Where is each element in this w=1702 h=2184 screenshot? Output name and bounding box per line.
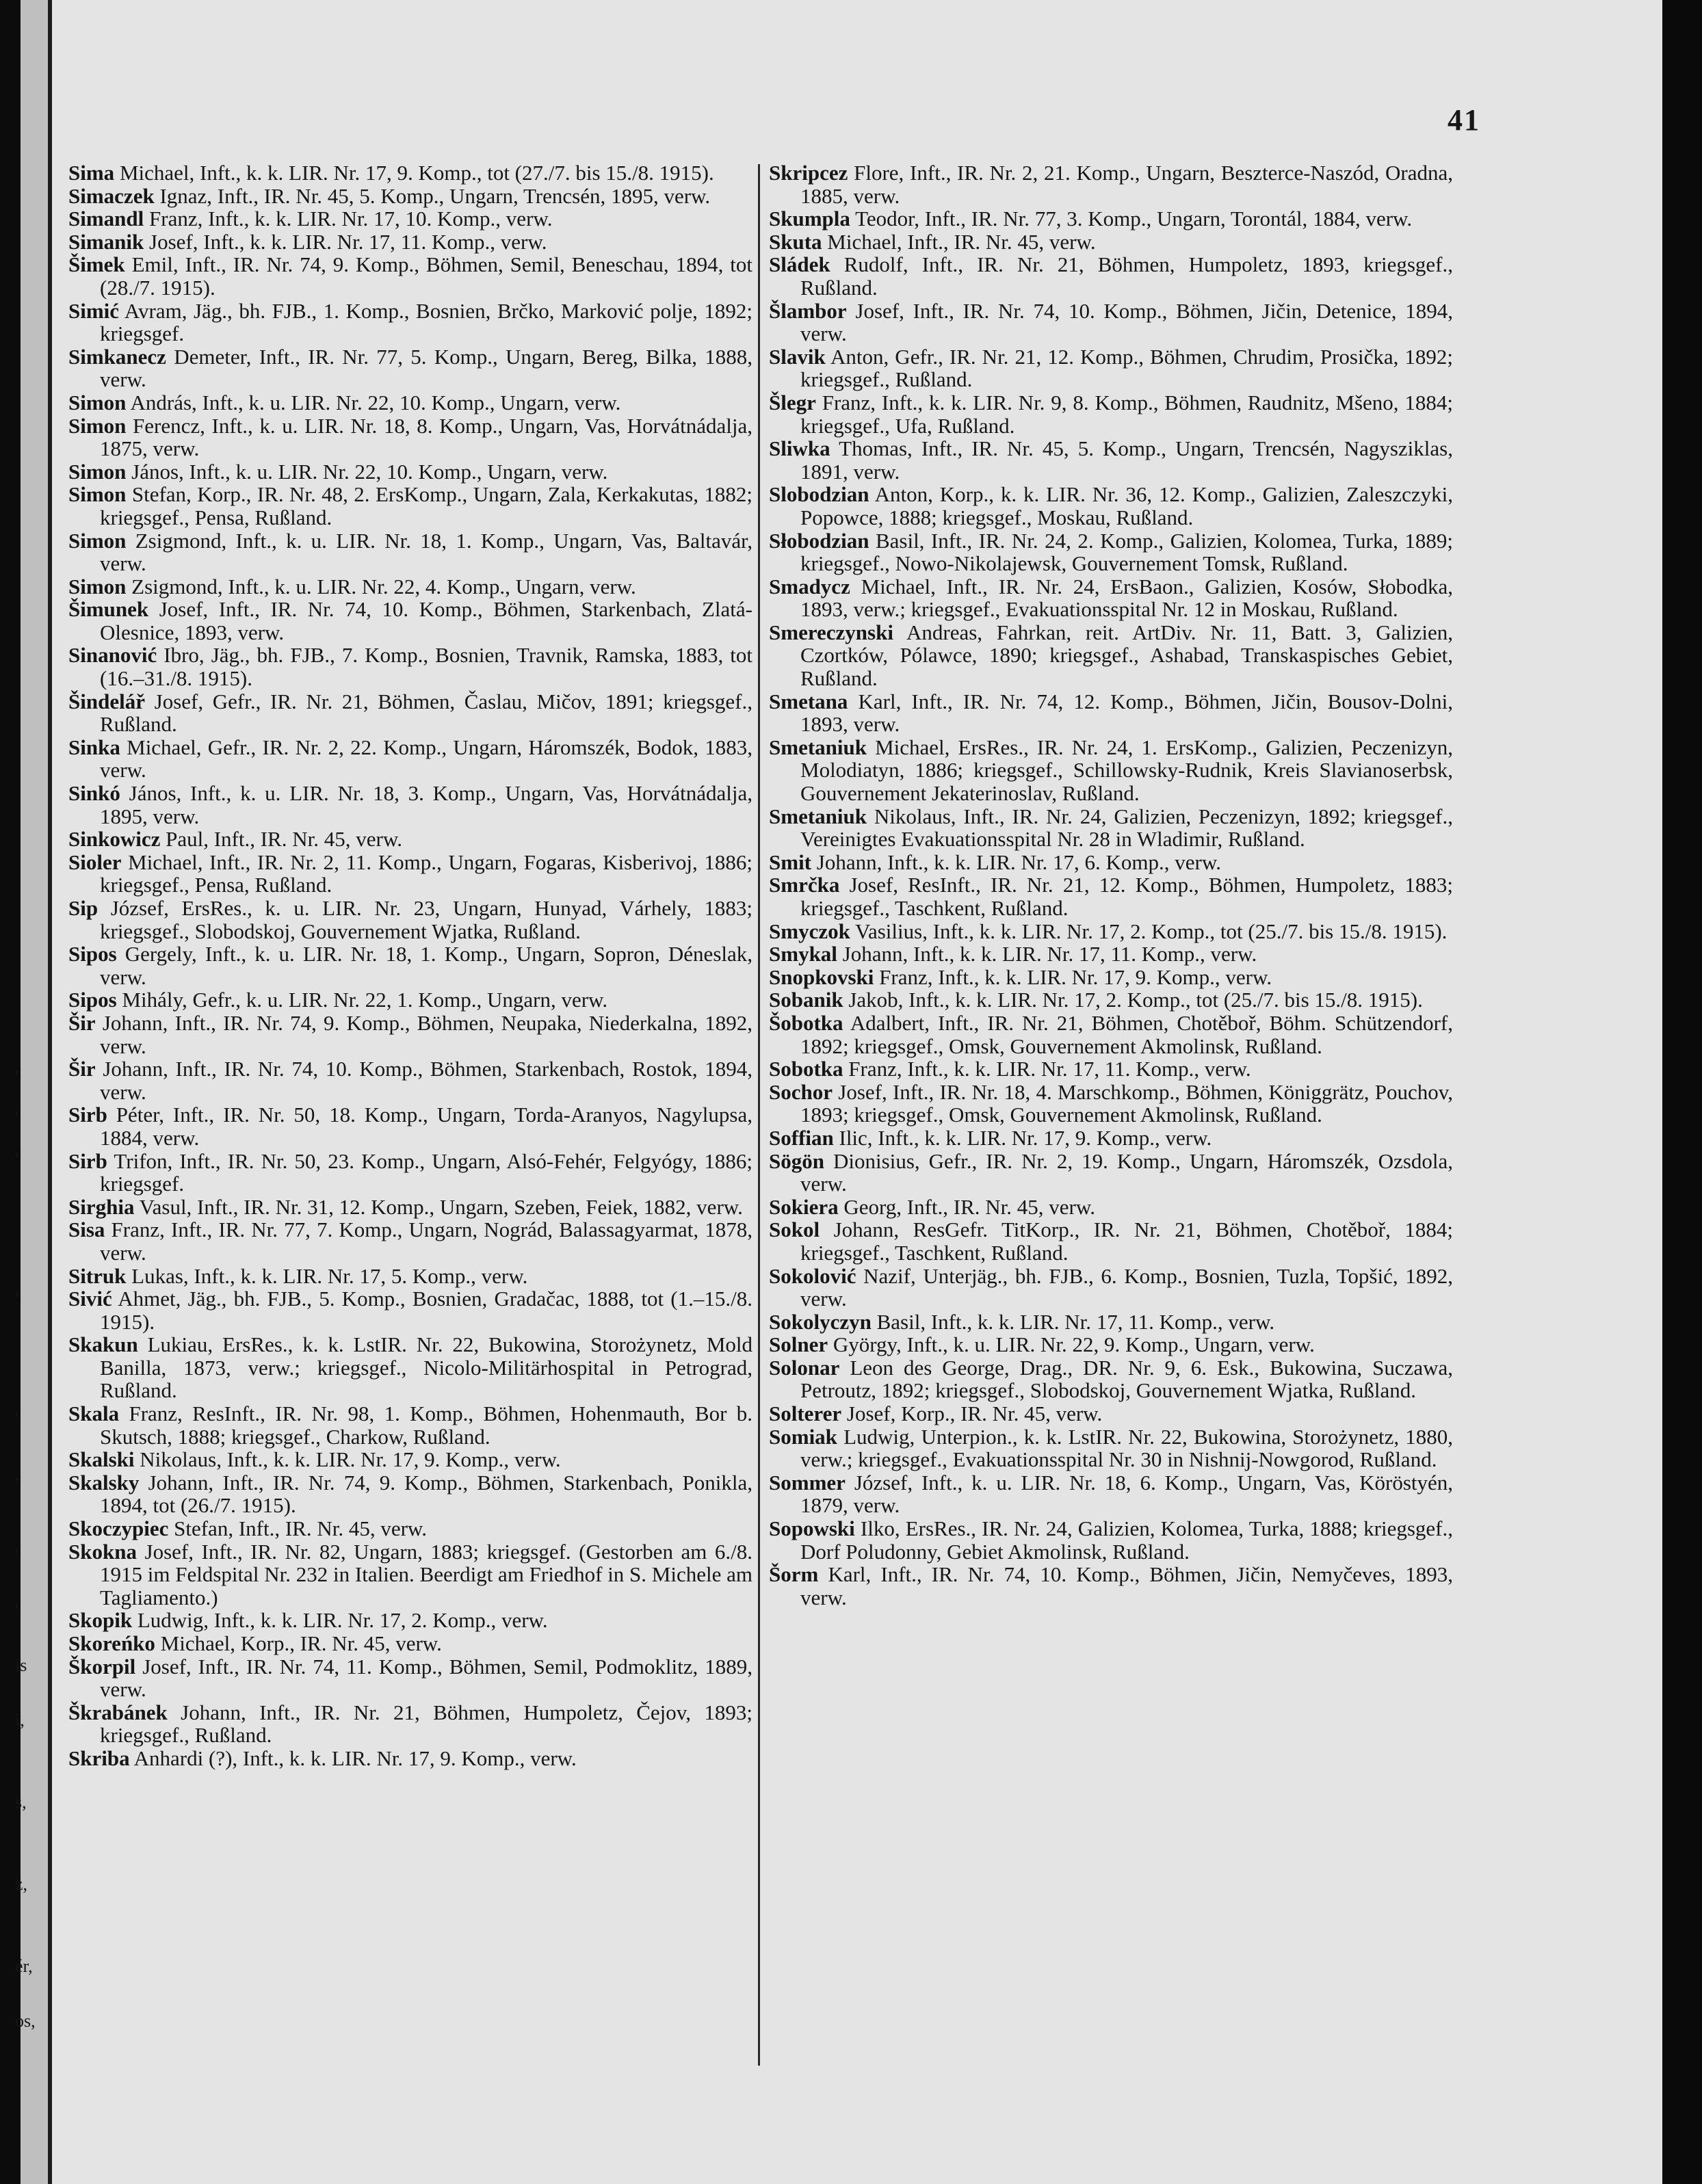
list-item xyxy=(769,529,1453,575)
entry-surname: Sipos xyxy=(68,942,117,966)
entry-surname: Simkanecz xyxy=(68,344,166,369)
entry-details: Rudolf, Inft., IR. Nr. 21, Böhmen, Humpoletz, 1893, kriegsgef., Rußland. xyxy=(800,252,1453,300)
list-item xyxy=(68,1218,752,1264)
list-item xyxy=(68,1333,752,1402)
entry-details: Josef, ResInft., IR. Nr. 21, 12. Komp., Böhmen, Humpoletz, 1883; kriegsgef., Taschkent, Rußland. xyxy=(800,873,1453,920)
entry-surname: Sokolović xyxy=(769,1263,856,1288)
right-binding-edge xyxy=(1662,0,1702,2184)
list-item xyxy=(68,391,752,415)
list-item xyxy=(769,736,1453,805)
entry-surname: Šlambor xyxy=(769,298,847,323)
list-item xyxy=(68,644,752,689)
list-item xyxy=(769,690,1453,736)
entry-surname: Šimek xyxy=(68,252,125,277)
previous-page-fragment: ' xyxy=(15,1546,18,1566)
entry-surname: Šorm xyxy=(769,1562,819,1587)
page-number: 41 xyxy=(1448,103,1480,137)
list-item xyxy=(68,253,752,299)
list-item xyxy=(68,1517,752,1540)
entry-details: Johann, Inft., IR. Nr. 21, Böhmen, Humpoletz, Čejov, 1893; kriegsgef., Rußland. xyxy=(100,1700,752,1748)
entry-surname: Simić xyxy=(68,298,120,323)
list-item xyxy=(68,529,752,575)
previous-page-fragment: ' xyxy=(15,1149,18,1169)
list-item xyxy=(769,1150,1453,1196)
list-item xyxy=(68,1609,752,1632)
entry-details: Johann, Inft., k. k. LIR. Nr. 17, 11. Komp., verw. xyxy=(842,942,1257,966)
entry-surname: Sioler xyxy=(68,850,122,874)
entry-surname: Smadycz xyxy=(769,574,850,598)
entry-details: Ilic, Inft., k. k. LIR. Nr. 17, 9. Komp., verw. xyxy=(839,1125,1212,1150)
previous-page-fragment: s, xyxy=(15,1792,27,1812)
list-item xyxy=(769,805,1453,851)
list-item xyxy=(769,345,1453,391)
entry-surname: Sládek xyxy=(769,252,830,277)
left-column xyxy=(68,161,752,1770)
entry-surname: Simon xyxy=(68,459,127,484)
entry-details: János, Inft., k. u. LIR. Nr. 22, 10. Komp., Ungarn, verw. xyxy=(131,459,608,484)
entry-surname: Šlegr xyxy=(769,390,816,415)
entry-surname: Sokolyczyn xyxy=(769,1309,872,1334)
entry-surname: Słobodzian xyxy=(769,528,869,553)
entry-details: Avram, Jäg., bh. FJB., 1. Komp., Bosnien, Brčko, Marković polje, 1892; kriegsgef. xyxy=(100,298,752,346)
entry-surname: Šobotka xyxy=(769,1010,843,1035)
entry-details: Johann, Inft., IR. Nr. 74, 10. Komp., Böhmen, Starkenbach, Rostok, 1894, verw. xyxy=(100,1057,753,1104)
entry-details: Lukas, Inft., k. k. LIR. Nr. 17, 5. Komp., verw. xyxy=(131,1263,528,1288)
previous-page-fragment: , xyxy=(15,1464,20,1484)
entry-details: Johann, Inft., IR. Nr. 74, 9. Komp., Böhmen, Starkenbach, Ponikla, 1894, tot (26./7. 1915). xyxy=(100,1470,752,1518)
entry-surname: Sokol xyxy=(769,1218,820,1242)
entry-details: Nikolaus, Inft., k. k. LIR. Nr. 17, 9. Komp., verw. xyxy=(140,1447,561,1472)
entry-surname: Smit xyxy=(769,850,811,874)
entry-details: Franz, Inft., k. k. LIR. Nr. 9, 8. Komp., Böhmen, Raudnitz, Mšeno, 1884; kriegsgef., Ufa, Rußland. xyxy=(800,390,1454,438)
entry-details: Josef, Gefr., IR. Nr. 21, Böhmen, Časlau, Mičov, 1891; kriegsgef., Rußland. xyxy=(100,689,753,737)
entry-details: Demeter, Inft., IR. Nr. 77, 5. Komp., Ungarn, Bereg, Bilka, 1888, verw. xyxy=(100,344,752,392)
list-item xyxy=(68,1471,752,1517)
list-item xyxy=(769,1057,1453,1081)
list-item xyxy=(769,1517,1453,1563)
list-item xyxy=(769,621,1453,690)
previous-page-fragment: ' xyxy=(15,1108,18,1128)
entry-details: Péter, Inft., IR. Nr. 50, 18. Komp., Ungarn, Torda-Aranyos, Nagylupsa, 1884, verw. xyxy=(100,1103,752,1150)
entry-details: Adalbert, Inft., IR. Nr. 21, Böhmen, Chotěboř, Böhm. Schützendorf, 1892; kriegsgef., Omsk, Gouvernement Akmolinsk, Rußland. xyxy=(800,1010,1454,1058)
entry-surname: Skoczypiec xyxy=(68,1516,169,1541)
entry-details: Anton, Korp., k. k. LIR. Nr. 36, 12. Komp., Galizien, Zaleszczyki, Popowce, 1888; kriegsgef., Moskau, Rußland. xyxy=(800,482,1453,529)
entry-details: Ferencz, Inft., k. u. LIR. Nr. 18, 8. Komp., Ungarn, Vas, Horvátnádalja, 1875, verw. xyxy=(100,413,752,461)
entry-surname: Simon xyxy=(68,574,127,598)
previous-page-fragment: os, xyxy=(15,2011,36,2031)
list-item xyxy=(68,1196,752,1219)
previous-page-fragment: is xyxy=(15,1655,27,1675)
entry-details: Franz, Inft., k. k. LIR. Nr. 17, 10. Komp., verw. xyxy=(149,207,553,231)
right-column xyxy=(769,161,1453,1609)
entry-surname: Šimunek xyxy=(68,597,149,622)
entry-details: Ahmet, Jäg., bh. FJB., 5. Komp., Bosnien, Gradačac, 1888, tot (1.–15./8. 1915). xyxy=(100,1287,752,1334)
entry-details: József, ErsRes., k. u. LIR. Nr. 23, Ungarn, Hunyad, Várhely, 1883; kriegsgef., Slobodskoj, Gouvernement Wjatka, Rußland. xyxy=(100,896,753,943)
list-item xyxy=(68,1402,752,1448)
entry-details: József, Inft., k. u. LIR. Nr. 18, 6. Komp., Ungarn, Vas, Köröstyén, 1879, verw. xyxy=(800,1470,1454,1518)
entry-surname: Slavik xyxy=(769,344,826,369)
entry-details: Ignaz, Inft., IR. Nr. 45, 5. Komp., Ungarn, Trencsén, 1895, verw. xyxy=(159,183,711,208)
entry-details: Michael, Inft., k. k. LIR. Nr. 17, 9. Komp., tot (27./7. bis 15./8. 1915). xyxy=(119,161,714,185)
entry-surname: Simon xyxy=(68,390,127,415)
list-item xyxy=(68,598,752,644)
entry-surname: Skriba xyxy=(68,1746,130,1770)
entry-surname: Skopik xyxy=(68,1608,133,1633)
entry-details: Karl, Inft., IR. Nr. 74, 12. Komp., Böhmen, Jičin, Bousov-Dolni, 1893, verw. xyxy=(800,689,1454,737)
entry-surname: Solonar xyxy=(769,1355,840,1380)
entry-surname: Skala xyxy=(68,1402,120,1426)
entry-surname: Smetaniuk xyxy=(769,735,867,759)
previous-page-fragment: z, xyxy=(15,1874,28,1894)
entry-surname: Skakun xyxy=(68,1332,138,1357)
entry-details: Franz, ResInft., IR. Nr. 98, 1. Komp., Böhmen, Hohenmauth, Bor b. Skutsch, 1888; kriegsgef., Charkow, Rußland. xyxy=(100,1402,752,1449)
entry-details: Basil, Inft., k. k. LIR. Nr. 17, 11. Komp., verw. xyxy=(876,1309,1275,1334)
entry-surname: Sliwka xyxy=(769,436,830,461)
entry-surname: Skoreńko xyxy=(68,1631,155,1655)
list-item xyxy=(769,231,1453,254)
entry-details: Flore, Inft., IR. Nr. 2, 21. Komp., Ungarn, Beszterce-Naszód, Oradna, 1885, verw. xyxy=(800,161,1453,208)
entry-surname: Soffian xyxy=(769,1125,834,1150)
previous-page-fragment: ' xyxy=(15,1601,18,1620)
entry-surname: Simon xyxy=(68,528,127,553)
list-item xyxy=(769,1471,1453,1517)
entry-details: Andreas, Fahrkan, reit. ArtDiv. Nr. 11, Batt. 3, Galizien, Czortków, Pólawce, 1890; kriegsgef., Ashabad, Transkaspisches Gebiet, Rußland. xyxy=(800,620,1453,691)
entry-details: György, Inft., k. u. LIR. Nr. 22, 9. Komp., Ungarn, verw. xyxy=(833,1332,1315,1357)
entry-surname: Sipos xyxy=(68,988,117,1012)
entry-details: Vasul, Inft., IR. Nr. 31, 12. Komp., Ungarn, Szeben, Feiek, 1882, verw. xyxy=(139,1194,743,1219)
previous-page-fragment: i, xyxy=(15,1710,25,1730)
entry-surname: Sima xyxy=(68,161,115,185)
entry-surname: Simon xyxy=(68,413,127,438)
entry-details: Mihály, Gefr., k. u. LIR. Nr. 22, 1. Komp., Ungarn, verw. xyxy=(122,988,608,1012)
list-item xyxy=(68,1701,752,1747)
entry-details: András, Inft., k. u. LIR. Nr. 22, 10. Komp., Ungarn, verw. xyxy=(130,390,621,415)
list-item xyxy=(68,345,752,391)
list-item xyxy=(68,1287,752,1333)
entry-surname: Smrčka xyxy=(769,873,840,897)
entry-details: Nikolaus, Inft., IR. Nr. 24, Galizien, Peczenizyn, 1892; kriegsgef., Vereinigtes Evakuationsspital Nr. 28 in Wladimir, Rußland. xyxy=(800,804,1453,852)
entry-details: Jakob, Inft., k. k. LIR. Nr. 17, 2. Komp., tot (25./7. bis 15./8. 1915). xyxy=(848,988,1423,1012)
list-item xyxy=(68,943,752,988)
entry-surname: Simon xyxy=(68,482,127,507)
entry-details: Josef, Inft., IR. Nr. 74, 10. Komp., Böhmen, Jičin, Detenice, 1894, verw. xyxy=(800,298,1454,346)
entry-surname: Skumpla xyxy=(769,207,850,231)
list-item xyxy=(68,1150,752,1196)
list-item xyxy=(769,1356,1453,1402)
entry-surname: Smykal xyxy=(769,942,837,966)
entry-details: Johann, ResGefr. TitKorp., IR. Nr. 21, Böhmen, Chotěboř, 1884; kriegsgef., Taschkent, Rußland. xyxy=(800,1218,1453,1265)
entry-details: Stefan, Korp., IR. Nr. 48, 2. ErsKomp., Ungarn, Zala, Kerkakutas, 1882; kriegsgef., Pensa, Rußland. xyxy=(100,482,753,529)
list-item xyxy=(68,415,752,460)
entry-details: Leon des George, Drag., DR. Nr. 9, 6. Esk., Bukowina, Suczawa, Petroutz, 1892; kriegsgef., Slobodskoj, Gouvernement Wjatka, Rußland. xyxy=(800,1355,1454,1403)
previous-page-fragment: ' xyxy=(15,1409,18,1429)
list-item xyxy=(68,897,752,943)
entry-details: Thomas, Inft., IR. Nr. 45, 5. Komp., Ungarn, Trencsén, Nagysziklas, 1891, verw. xyxy=(800,436,1453,484)
entry-details: Ibro, Jäg., bh. FJB., 7. Komp., Bosnien, Travnik, Ramska, 1883, tot (16.–31./8. 1915). xyxy=(100,643,752,691)
entry-surname: Somiak xyxy=(769,1424,837,1449)
list-item xyxy=(769,1196,1453,1219)
entry-surname: Skalsky xyxy=(68,1470,140,1495)
entry-surname: Snopkovski xyxy=(769,964,874,989)
list-item xyxy=(68,460,752,484)
entry-surname: Sitruk xyxy=(68,1263,127,1288)
list-item xyxy=(68,1265,752,1288)
list-item xyxy=(68,1655,752,1701)
entry-surname: Smyczok xyxy=(769,919,850,943)
list-item xyxy=(68,736,752,782)
entry-surname: Slobodzian xyxy=(769,482,869,507)
entry-surname: Šindelář xyxy=(68,689,145,713)
entry-details: Karl, Inft., IR. Nr. 74, 10. Komp., Böhmen, Jičin, Nemyčeves, 1893, verw. xyxy=(800,1562,1453,1609)
entry-surname: Sokiera xyxy=(769,1194,839,1219)
list-item xyxy=(769,1265,1453,1311)
entry-details: Anhardi (?), Inft., k. k. LIR. Nr. 17, 9. Komp., verw. xyxy=(133,1746,577,1770)
entry-surname: Sögön xyxy=(769,1148,824,1173)
entry-surname: Sirghia xyxy=(68,1194,135,1219)
entry-surname: Simandl xyxy=(68,207,144,231)
entry-details: Michael, Gefr., IR. Nr. 2, 22. Komp., Ungarn, Háromszék, Bodok, 1883, verw. xyxy=(100,735,753,782)
list-item xyxy=(68,207,752,231)
binding-gutter xyxy=(0,0,21,2184)
list-item xyxy=(68,1103,752,1149)
entry-details: Josef, Inft., k. k. LIR. Nr. 17, 11. Komp., verw. xyxy=(149,229,547,254)
entry-details: Michael, ErsRes., IR. Nr. 24, 1. ErsKomp., Galizien, Peczenizyn, Molodiatyn, 1886; kriegsgef., Schillowsky-Rudnik, Kreis Slavianoserbsk, Gouvernement Jekaterinoslav, Rußland. xyxy=(800,735,1454,806)
list-item xyxy=(769,1333,1453,1356)
list-item xyxy=(68,1057,752,1103)
list-item xyxy=(769,966,1453,989)
entry-surname: Sivić xyxy=(68,1287,112,1311)
entry-surname: Skalski xyxy=(68,1447,135,1472)
entry-details: Zsigmond, Inft., k. u. LIR. Nr. 22, 4. Komp., Ungarn, verw. xyxy=(131,574,636,598)
entry-details: Vasilius, Inft., k. k. LIR. Nr. 17, 2. Komp., tot (25./7. bis 15./8. 1915). xyxy=(855,919,1448,943)
list-item xyxy=(68,231,752,254)
entry-surname: Sirb xyxy=(68,1103,107,1127)
list-item xyxy=(769,1402,1453,1425)
entry-surname: Sochor xyxy=(769,1079,833,1104)
entry-surname: Sinanović xyxy=(68,643,157,668)
document-page xyxy=(52,0,1662,2184)
entry-surname: Smetaniuk xyxy=(769,804,867,828)
entry-surname: Smereczynski xyxy=(769,620,893,644)
entry-surname: Sobanik xyxy=(769,988,843,1012)
entry-surname: Sinkowicz xyxy=(68,827,161,852)
list-item xyxy=(769,1081,1453,1127)
entry-details: Franz, Inft., k. k. LIR. Nr. 17, 9. Komp., verw. xyxy=(879,964,1272,989)
entry-details: Stefan, Inft., IR. Nr. 45, verw. xyxy=(174,1516,428,1541)
entry-details: Teodor, Inft., IR. Nr. 77, 3. Komp., Ungarn, Torontál, 1884, verw. xyxy=(855,207,1413,231)
entry-details: Josef, Inft., IR. Nr. 74, 10. Komp., Böhmen, Starkenbach, Zlatá-Olesnice, 1893, verw. xyxy=(100,597,752,644)
list-item xyxy=(68,828,752,851)
list-item xyxy=(769,1425,1453,1471)
entry-details: Emil, Inft., IR. Nr. 74, 9. Komp., Böhmen, Semil, Beneschau, 1894, tot (28./7. 1915). xyxy=(100,252,752,300)
list-item xyxy=(68,782,752,828)
list-item xyxy=(68,1012,752,1057)
list-item xyxy=(769,437,1453,483)
list-item xyxy=(769,207,1453,231)
entry-details: Trifon, Inft., IR. Nr. 50, 23. Komp., Ungarn, Alsó-Fehér, Felgyógy, 1886; kriegsgef. xyxy=(100,1148,752,1196)
entry-surname: Solner xyxy=(769,1332,828,1357)
entry-details: Ludwig, Inft., k. k. LIR. Nr. 17, 2. Komp., verw. xyxy=(137,1608,548,1633)
previous-page-fragment: ' xyxy=(15,1067,18,1087)
list-item xyxy=(68,988,752,1012)
entry-surname: Škrabánek xyxy=(68,1700,168,1724)
list-item xyxy=(68,1632,752,1655)
entry-surname: Sirb xyxy=(68,1148,107,1173)
entry-details: Josef, Inft., IR. Nr. 74, 11. Komp., Böhmen, Semil, Podmoklitz, 1889, verw. xyxy=(100,1654,752,1702)
entry-surname: Skokna xyxy=(68,1539,137,1564)
list-item xyxy=(68,1448,752,1471)
entry-details: Ludwig, Unterpion., k. k. LstIR. Nr. 22, Bukowina, Storożynetz, 1880, verw.; kriegsgef., Evakuationsspital Nr. 30 in Nishnij-Nowgorod, Rußland. xyxy=(800,1424,1454,1472)
list-item xyxy=(769,1127,1453,1150)
entry-surname: Sinkó xyxy=(68,781,120,806)
entry-details: Josef, Inft., IR. Nr. 82, Ungarn, 1883; kriegsgef. (Gestorben am 6./8. 1915 im Feldspital Nr. 232 in Italien. Beerdigt am Friedhof in S. Michele am Tagliamento.) xyxy=(100,1539,753,1609)
entry-details: Michael, Inft., IR. Nr. 24, ErsBaon., Galizien, Kosów, Słobodka, 1893, verw.; kriegsgef., Evakuationsspital Nr. 12 in Moskau, Rußland. xyxy=(800,574,1453,622)
previous-page-fragment: , xyxy=(15,1279,20,1299)
entry-details: Michael, Inft., IR. Nr. 45, verw. xyxy=(827,229,1096,254)
entry-surname: Solterer xyxy=(769,1402,842,1426)
entry-surname: Šir xyxy=(68,1010,96,1035)
list-item xyxy=(769,988,1453,1012)
list-item xyxy=(769,1218,1453,1264)
list-item xyxy=(68,185,752,208)
entry-surname: Skripcez xyxy=(769,161,848,185)
column-divider xyxy=(758,164,760,2066)
entry-details: Anton, Gefr., IR. Nr. 21, 12. Komp., Böhmen, Chrudim, Prosička, 1892; kriegsgef., Rußland. xyxy=(800,344,1453,392)
entry-surname: Smetana xyxy=(769,689,848,713)
list-item xyxy=(68,1540,752,1609)
entry-surname: Simanik xyxy=(68,229,144,254)
entry-surname: Sip xyxy=(68,896,99,920)
entry-details: Lukiau, ErsRes., k. k. LstIR. Nr. 22, Bukowina, Storożynetz, Mold Banilla, 1873, verw.; kriegsgef., Nicolo-Militärhospital in Petrograd, Rußland. xyxy=(100,1332,752,1403)
list-item xyxy=(68,1747,752,1770)
list-item xyxy=(769,851,1453,874)
list-item xyxy=(769,943,1453,966)
list-item xyxy=(68,575,752,598)
entry-details: Franz, Inft., k. k. LIR. Nr. 17, 11. Komp., verw. xyxy=(848,1057,1251,1081)
list-item xyxy=(68,690,752,736)
entry-details: Georg, Inft., IR. Nr. 45, verw. xyxy=(843,1194,1096,1219)
entry-details: Michael, Inft., IR. Nr. 2, 11. Komp., Ungarn, Fogaras, Kisberivoj, 1886; kriegsgef., Pensa, Rußland. xyxy=(100,850,753,897)
entry-details: Nazif, Unterjäg., bh. FJB., 6. Komp., Bosnien, Tuzla, Topšić, 1892, verw. xyxy=(800,1263,1453,1311)
entry-surname: Skuta xyxy=(769,229,822,254)
list-item xyxy=(68,161,752,185)
entry-surname: Sinka xyxy=(68,735,120,759)
entry-details: Dionisius, Gefr., IR. Nr. 2, 19. Komp., Ungarn, Háromszék, Ozsdola, verw. xyxy=(800,1148,1454,1196)
list-item xyxy=(68,851,752,897)
list-item xyxy=(769,161,1453,207)
entry-details: Ilko, ErsRes., IR. Nr. 24, Galizien, Kolomea, Turka, 1888; kriegsgef., Dorf Poludonny, Gebiet Akmolinsk, Rußland. xyxy=(800,1516,1454,1564)
previous-page-edge xyxy=(21,0,48,2184)
entry-details: Gergely, Inft., k. u. LIR. Nr. 18, 1. Komp., Ungarn, Sopron, Déneslak, verw. xyxy=(100,942,753,989)
entry-details: Franz, Inft., IR. Nr. 77, 7. Komp., Ungarn, Nográd, Balassagyarmat, 1878, verw. xyxy=(100,1218,753,1265)
list-item xyxy=(68,483,752,529)
previous-page-fragment: ér, xyxy=(15,1956,33,1976)
entry-surname: Sobotka xyxy=(769,1057,843,1081)
entry-details: Johann, Inft., k. k. LIR. Nr. 17, 6. Komp., verw. xyxy=(816,850,1221,874)
entry-details: Josef, Inft., IR. Nr. 18, 4. Marschkomp., Böhmen, Königgrätz, Pouchov, 1893; kriegsgef., Omsk, Gouvernement Akmolinsk, Rußland. xyxy=(800,1079,1454,1127)
list-item xyxy=(769,920,1453,943)
list-item xyxy=(769,1311,1453,1334)
list-item xyxy=(769,391,1453,437)
entry-surname: Simaczek xyxy=(68,183,155,208)
entry-details: Basil, Inft., IR. Nr. 24, 2. Komp., Galizien, Kolomea, Turka, 1889; kriegsgef., Nowo-Nikolajewsk, Gouvernement Tomsk, Rußland. xyxy=(800,528,1453,576)
list-item xyxy=(769,300,1453,345)
list-item xyxy=(769,483,1453,529)
list-item xyxy=(769,253,1453,299)
entry-details: Paul, Inft., IR. Nr. 45, verw. xyxy=(166,827,402,852)
entry-details: Josef, Korp., IR. Nr. 45, verw. xyxy=(846,1402,1103,1426)
entry-surname: Sommer xyxy=(769,1470,846,1495)
entry-surname: Šir xyxy=(68,1057,96,1081)
entry-surname: Škorpil xyxy=(68,1654,136,1679)
list-item xyxy=(769,1012,1453,1057)
list-item xyxy=(769,1563,1453,1609)
list-item xyxy=(769,873,1453,919)
entry-details: Johann, Inft., IR. Nr. 74, 9. Komp., Böhmen, Neupaka, Niederkalna, 1892, verw. xyxy=(100,1010,752,1058)
list-item xyxy=(68,300,752,345)
list-item xyxy=(769,575,1453,621)
entry-details: Zsigmond, Inft., k. u. LIR. Nr. 18, 1. Komp., Ungarn, Vas, Baltavár, verw. xyxy=(100,528,752,576)
entry-surname: Sopowski xyxy=(769,1516,855,1541)
entry-surname: Sisa xyxy=(68,1218,105,1242)
entry-details: János, Inft., k. u. LIR. Nr. 18, 3. Komp., Ungarn, Vas, Horvátnádalja, 1895, verw. xyxy=(100,781,752,828)
entry-details: Michael, Korp., IR. Nr. 45, verw. xyxy=(160,1631,442,1655)
